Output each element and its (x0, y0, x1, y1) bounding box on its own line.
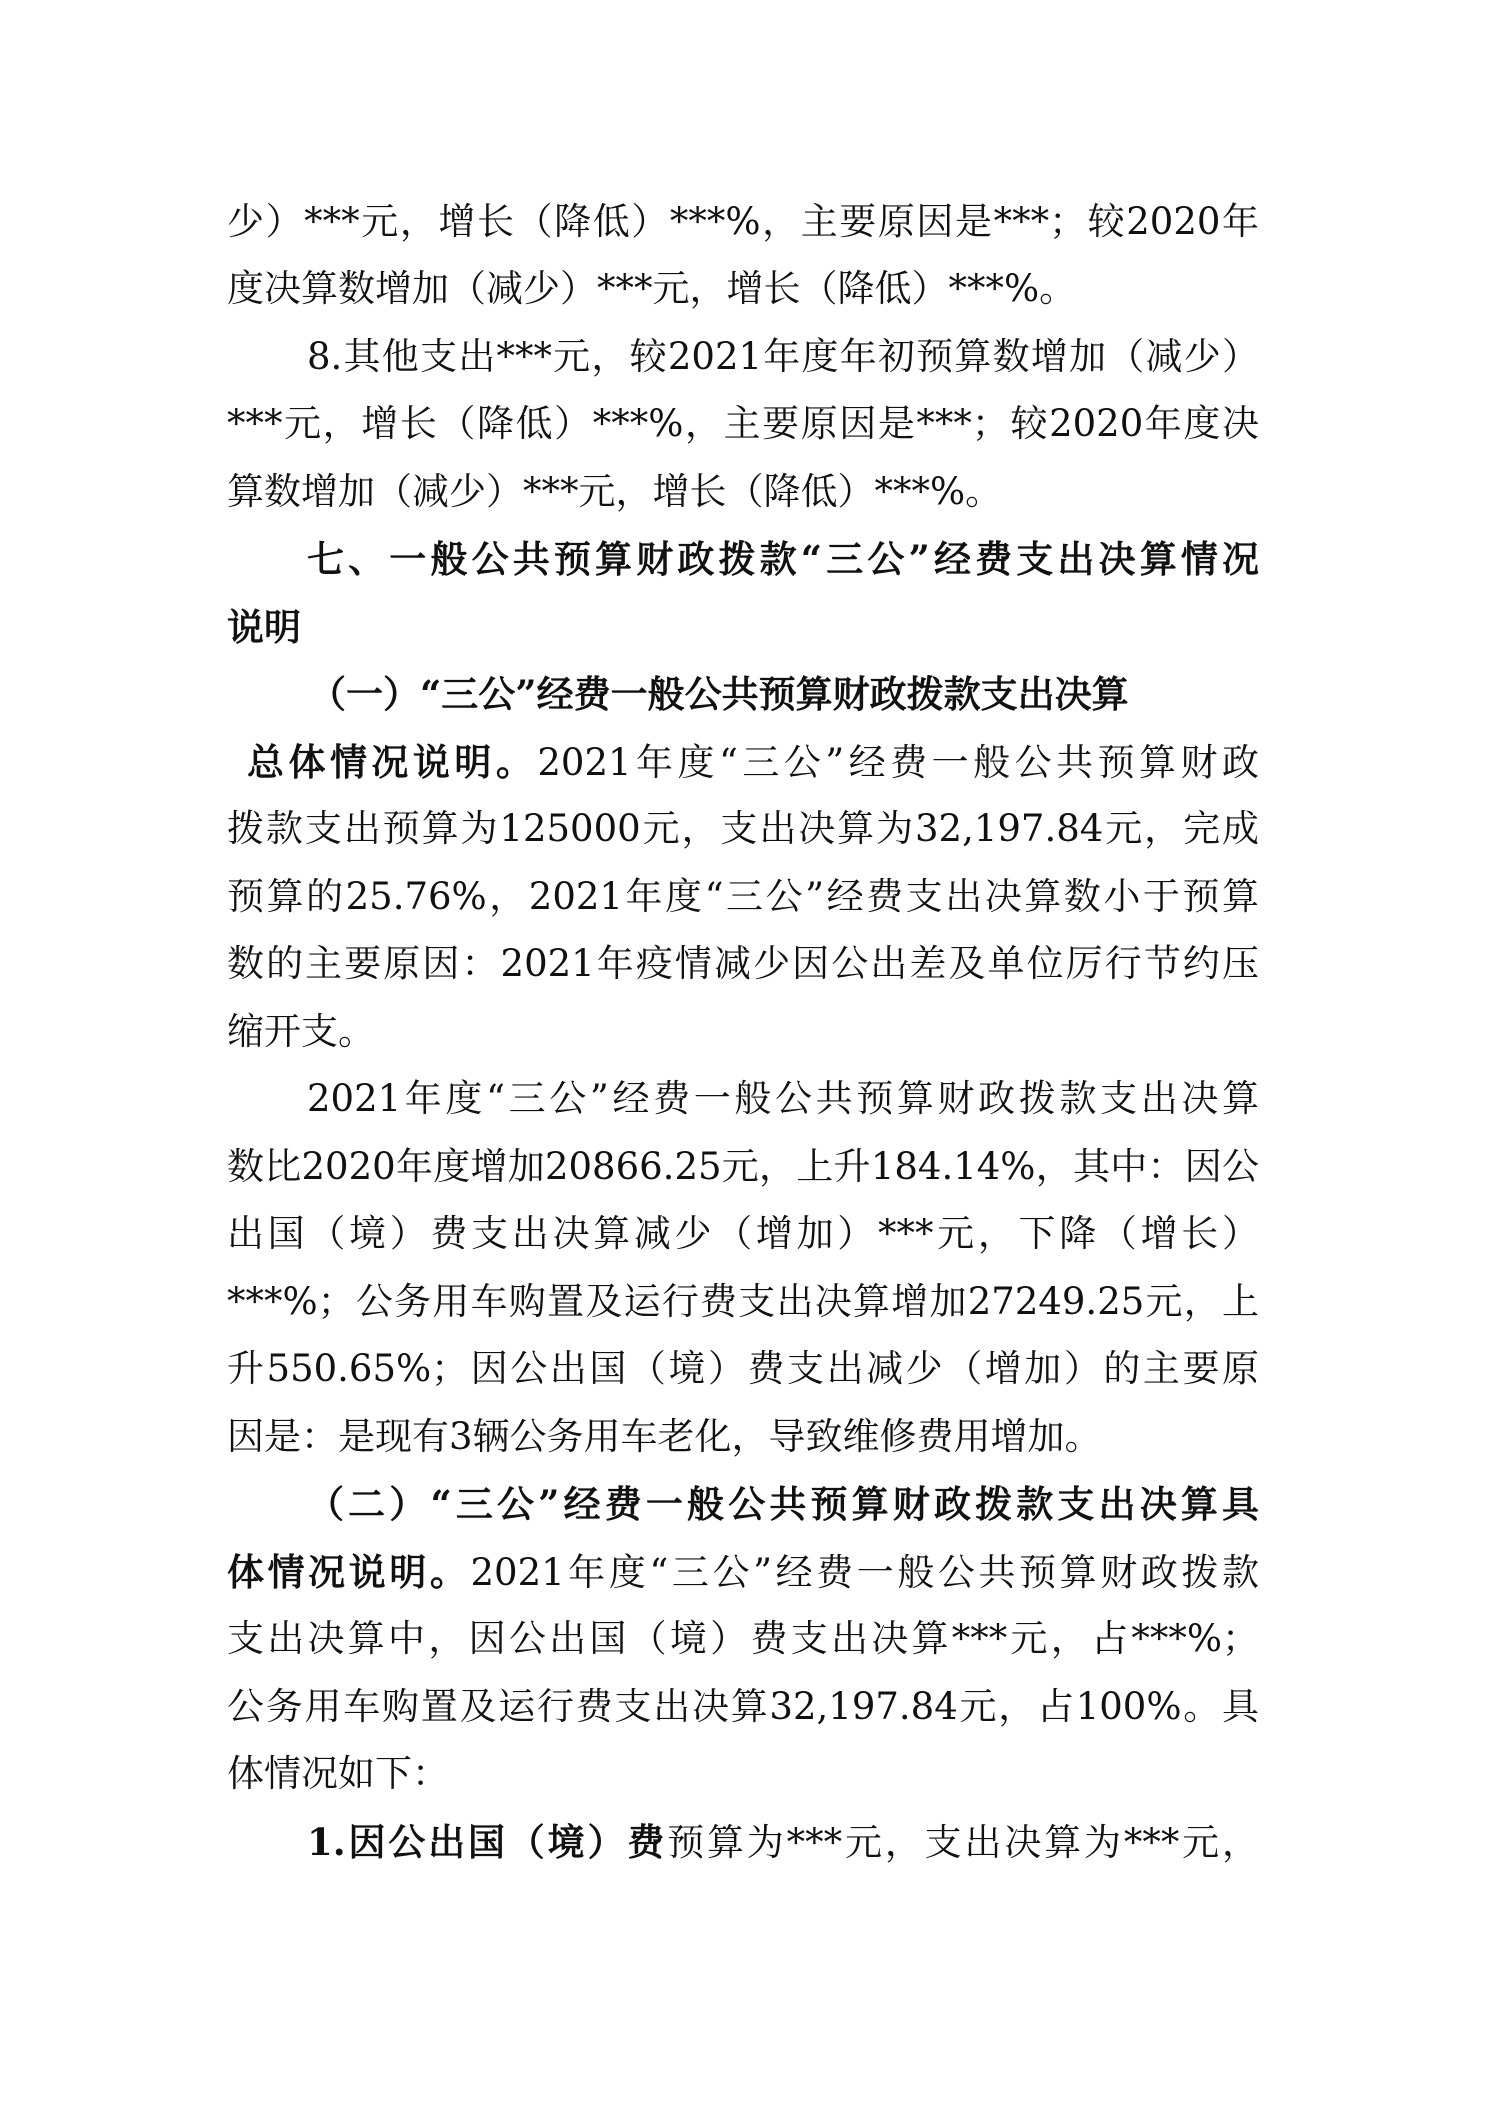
paragraph-line: 数比2020年度增加20866.25元，上升184.14%，其中：因公 (227, 1145, 1259, 1188)
paragraph-line: ***元，增长（降低）***%，主要原因是***；较2020年度决 (227, 402, 1259, 445)
paragraph-line: ***%；公务用车购置及运行费支出决算增加27249.25元，上 (227, 1280, 1259, 1323)
paragraph-line: 少）***元，增长（降低）***%，主要原因是***；较2020年 (227, 200, 1259, 243)
paragraph-line: 拨款支出预算为125000元，支出决算为32,197.84元，完成 (227, 807, 1259, 850)
inline-heading: 体情况说明。 (227, 1550, 471, 1594)
paragraph-line: 体情况如下： (227, 1752, 449, 1795)
paragraph-line: 预算的25.76%，2021年度“三公”经费支出决算数小于预算 (227, 875, 1259, 918)
subsection-heading: （二）“三公”经费一般公共预算财政拨款支出决算具 (307, 1482, 1259, 1526)
paragraph-line: 度决算数增加（减少）***元，增长（降低）***%。 (227, 267, 1077, 310)
inline-heading: 1.因公出国（境）费 (307, 1820, 668, 1864)
paragraph-line: 支出决算中，因公出国（境）费支出决算***元，占***%； (227, 1617, 1259, 1660)
paragraph-line (227, 1546, 1259, 1598)
subsection-heading: （一）“三公”经费一般公共预算财政拨款支出决算 (309, 672, 1129, 716)
paragraph-line: 算数增加（减少）***元，增长（降低）***%。 (227, 470, 1003, 513)
paragraph-line: 升550.65%；因公出国（境）费支出减少（增加）的主要原 (227, 1347, 1259, 1390)
paragraph-line: 缩开支。 (227, 1010, 375, 1053)
paragraph-line: 因是：是现有3辆公务用车老化，导致维修费用增加。 (227, 1415, 1102, 1458)
paragraph-line (247, 736, 1259, 788)
paragraph-line: 出国（境）费支出决算减少（增加）***元，下降（增长） (227, 1212, 1259, 1255)
inline-text: 2021年度“三公”经费一般公共预算财政拨款 (470, 1551, 1259, 1594)
inline-text: 预算为***元，支出决算为***元， (667, 1821, 1259, 1864)
section-heading: 说明 (227, 605, 301, 649)
inline-text: 2021年度“三公”经费一般公共预算财政 (537, 741, 1260, 784)
paragraph-line: 2021年度“三公”经费一般公共预算财政拨款支出决算 (307, 1077, 1259, 1120)
paragraph-line (307, 1816, 1259, 1868)
paragraph-line: 公务用车购置及运行费支出决算32,197.84元，占100%。具 (227, 1685, 1259, 1728)
section-heading: 七、一般公共预算财政拨款“三公”经费支出决算情况 (307, 537, 1259, 581)
paragraph-line: 8.其他支出***元，较2021年度年初预算数增加（减少） (307, 335, 1259, 378)
paragraph-line: 数的主要原因：2021年疫情减少因公出差及单位厉行节约压 (227, 942, 1259, 985)
inline-heading: 总体情况说明。 (247, 740, 538, 784)
